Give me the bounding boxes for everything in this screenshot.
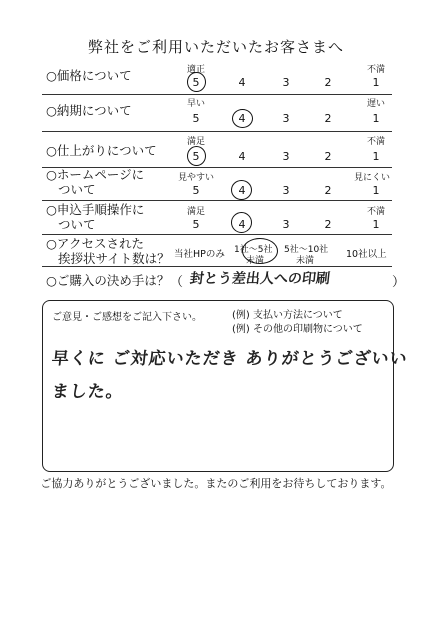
footer-thanks: ご協力ありがとうございました。またのご利用をお待ちしております。 <box>40 477 392 490</box>
scale-value: 4 <box>238 112 246 125</box>
access-option-5-10: 5社～10社 <box>284 245 329 255</box>
scale-value: 1 <box>372 218 380 231</box>
comment-handwritten-line1: 早くに ご対応いただき ありがとうございい <box>50 349 409 369</box>
scale-caption-right: 不満 <box>366 65 385 75</box>
question-procedure-line1: ○申込手順操作に <box>46 202 145 217</box>
scale-value: 2 <box>324 76 332 89</box>
question-delivery-label: ○納期について <box>46 103 132 118</box>
scale-value: 3 <box>282 112 290 125</box>
selection-circle-finish <box>187 146 206 166</box>
question-procedure-line2: ついて <box>58 217 96 232</box>
question-homepage-line2: ついて <box>58 182 96 197</box>
comments-example-1: (例) 支払い方法について <box>232 310 343 321</box>
question-homepage-label <box>46 167 144 197</box>
scale-caption-left: 早い <box>186 99 205 109</box>
scale-value: 1 <box>372 184 380 197</box>
selection-circle-delivery <box>232 109 253 128</box>
question-price-label: ○価格について <box>46 68 132 83</box>
question-access-line2: 挨拶状サイト数は？ <box>58 251 170 266</box>
scale-value: 3 <box>282 184 290 197</box>
scale-value: 2 <box>324 150 332 163</box>
question-access-label <box>46 236 170 266</box>
scale-value: 3 <box>282 150 290 163</box>
scale-value: 5 <box>192 184 200 197</box>
selection-circle-procedure <box>231 212 252 233</box>
scale-caption-left: 満足 <box>186 137 205 147</box>
scale-value: 4 <box>238 218 246 231</box>
scale-caption-left: 満足 <box>186 207 205 217</box>
row-divider <box>42 266 392 267</box>
comment-handwritten-line2: ました。 <box>50 382 125 402</box>
question-decision-label: ○ご購入の決め手は？ <box>46 273 170 288</box>
scale-value: 3 <box>282 76 290 89</box>
scale-value: 4 <box>238 76 246 89</box>
scale-caption-right: 不満 <box>366 137 385 147</box>
scale-value: 5 <box>192 150 200 163</box>
scale-value: 4 <box>238 184 246 197</box>
page-title: 弊社をご利用いただいたお客さまへ <box>87 38 344 56</box>
scale-value: 1 <box>372 112 380 125</box>
scale-value: 3 <box>282 218 290 231</box>
scale-value: 2 <box>324 218 332 231</box>
access-option-10-plus: 10社以上 <box>346 249 387 260</box>
comments-prompt: ご意見・ご感想をご記入下さい。 <box>52 312 202 323</box>
decision-handwritten-answer: 封とう差出人への印刷 <box>189 271 331 287</box>
row-divider <box>42 131 392 132</box>
question-procedure-label <box>46 202 144 232</box>
scale-caption-left: 見やすい <box>178 173 215 183</box>
scale-caption-right: 遅い <box>366 99 385 109</box>
decision-open-paren: （ <box>170 275 184 290</box>
comments-example-2: (例) その他の印刷物について <box>232 324 363 335</box>
access-option-own-site: 当社HPのみ <box>174 249 225 260</box>
selection-circle-access <box>242 238 278 264</box>
access-option-1-5: 1社～5社 <box>234 245 273 255</box>
row-divider <box>42 234 392 235</box>
scale-value: 2 <box>324 184 332 197</box>
scale-caption-left: 適正 <box>186 65 205 75</box>
question-finish-label: ○仕上がりについて <box>46 143 157 158</box>
access-option-1-5-suffix: 未満 <box>246 256 265 266</box>
scale-value: 5 <box>192 218 200 231</box>
access-option-5-10-suffix: 未満 <box>296 256 315 266</box>
scale-value: 1 <box>372 150 380 163</box>
selection-circle-homepage <box>231 180 252 200</box>
scale-value: 4 <box>238 150 246 163</box>
scale-caption-right: 不満 <box>366 207 385 217</box>
row-divider <box>42 200 392 201</box>
selection-circle-price <box>187 72 206 92</box>
scale-caption-right: 見にくい <box>354 173 391 183</box>
decision-close-paren: ） <box>392 275 406 290</box>
scale-value: 1 <box>372 76 380 89</box>
scale-value: 5 <box>192 112 200 125</box>
scale-value: 2 <box>324 112 332 125</box>
scale-value: 5 <box>192 76 200 89</box>
row-divider <box>42 94 392 95</box>
question-access-line1: ○アクセスされた <box>46 236 145 251</box>
question-homepage-line1: ○ホームページに <box>46 167 145 182</box>
